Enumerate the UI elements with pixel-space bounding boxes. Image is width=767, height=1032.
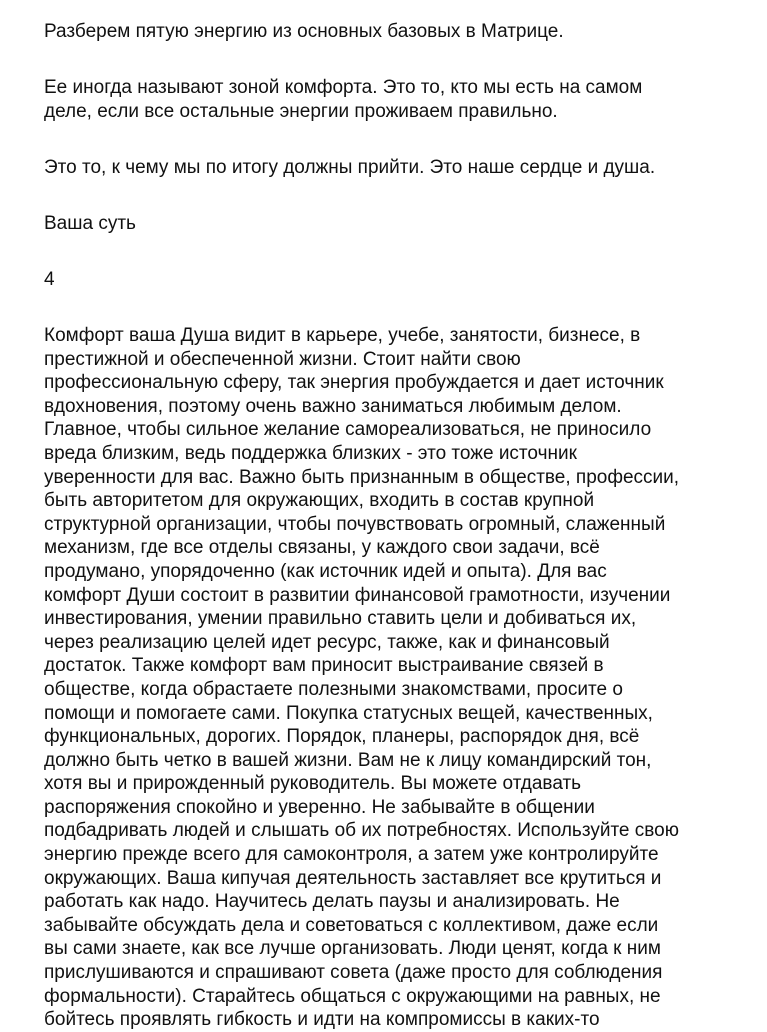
body-line: структурной организации, чтобы почувствовать огромный, слаженный: [44, 513, 666, 535]
energy-number: [44, 268, 744, 292]
body-line: вы сами знаете, как все лучше организовать. Люди ценят, когда к ним: [44, 938, 661, 960]
body-line: через реализацию целей идет ресурс, также, как и финансовый: [44, 631, 610, 653]
body-line: престижной и обеспеченной жизни. Стоит найти свою: [44, 348, 521, 370]
body-line: вдохновения, поэтому очень важно заниматься любимым делом.: [44, 395, 622, 417]
body-line: комфорт Души состоит в развитии финансовой грамотности, изучении: [44, 584, 671, 606]
paragraph-line: Разберем пятую энергию из основных базовых в Матрице.: [44, 21, 564, 42]
body-line: формальности). Старайтесь общаться с окружающими на равных, не: [44, 985, 661, 1007]
body-line: обществе, когда обрастаете полезными знакомствами, просите о: [44, 678, 623, 700]
body-line: Главное, чтобы сильное желание самореализоваться, не приносило: [44, 419, 652, 441]
document-page: [44, 20, 744, 1032]
paragraph-line: деле, если все остальные энергии проживаем правильно.: [44, 101, 558, 122]
body-line: инвестирования, умении правильно ставить цели и добиваться их,: [44, 608, 637, 630]
body-line: функциональных, дорогих. Порядок, планеры, распорядок дня, всё: [44, 726, 640, 748]
body-line: окружающих. Ваша кипучая деятельность заставляет все крутиться и: [44, 867, 662, 889]
body-line: механизм, где все отделы связаны, у каждого свои задачи, всё: [44, 537, 600, 559]
intro-paragraph: [44, 20, 744, 44]
body-line: Комфорт ваша Душа видит в карьере, учебе, занятости, бизнесе, в: [44, 325, 641, 346]
essence-heading: [44, 212, 744, 236]
body-line: энергию прежде всего для самоконтроля, а затем уже контролируйте: [44, 844, 659, 866]
paragraph-line: Это то, к чему мы по итогу должны прийти. Это наше сердце и душа.: [44, 157, 656, 178]
heart-soul-paragraph: [44, 156, 744, 180]
body-line: подбадривать людей и слышать об их потребностях. Используйте свою: [44, 820, 679, 842]
body-line: уверенности для вас. Важно быть признанным в обществе, профессии,: [44, 466, 680, 488]
paragraph-line: Ваша суть: [44, 213, 136, 234]
body-line: прислушиваются и спрашивают совета (даже просто для соблюдения: [44, 962, 663, 984]
body-line: забывайте обсуждать дела и советоваться с коллективом, даже если: [44, 914, 659, 936]
body-line: достаток. Также комфорт вам приносит выстраивание связей в: [44, 655, 604, 677]
body-line: быть авторитетом для окружающих, входить в состав крупной: [44, 490, 595, 512]
body-line: должно быть четко в вашей жизни. Вам не к лицу командирский тон,: [44, 749, 652, 771]
body-paragraph: [44, 324, 744, 1032]
body-line: помощи и помогаете сами. Покупка статусных вещей, качественных,: [44, 702, 653, 724]
body-line: продумано, упорядоченно (как источник идей и опыта). Для вас: [44, 560, 607, 582]
body-line: вреда близким, ведь поддержка близких - это тоже источник: [44, 442, 577, 464]
paragraph-line: Ее иногда называют зоной комфорта. Это то, кто мы есть на самом: [44, 77, 643, 98]
body-line: хотя вы и прирожденный руководитель. Вы можете отдавать: [44, 773, 582, 795]
paragraph-line: 4: [44, 269, 55, 290]
body-line: работать как надо. Научитесь делать паузы и анализировать. Не: [44, 891, 620, 913]
body-line: распоряжения спокойно и уверенно. Не забывайте в общении: [44, 796, 595, 818]
body-line: профессиональную сферу, так энергия пробуждается и дает источник: [44, 372, 664, 394]
body-line: бойтесь проявлять гибкость и идти на компромиссы в каких-то: [44, 1009, 600, 1031]
comfort-zone-paragraph: [44, 76, 744, 124]
